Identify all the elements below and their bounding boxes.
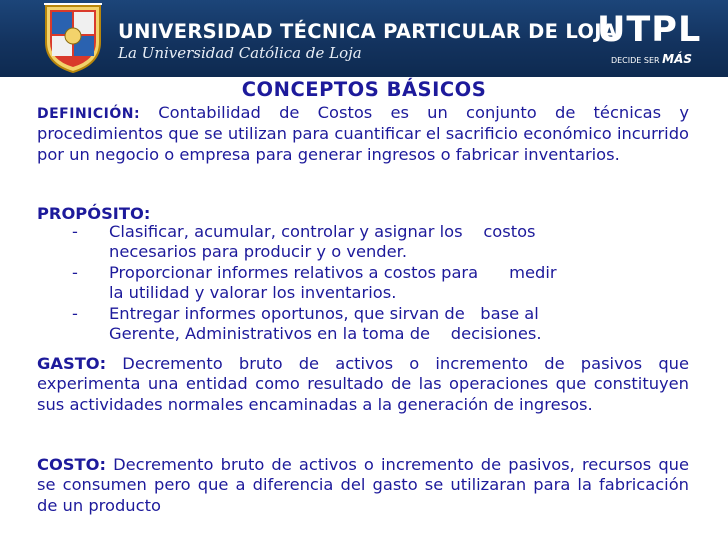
definicion-text: Contabilidad de Costos es un conjunto de técnicas y procedimientos que se utilizan para cuantificar el sacrificio económico incurrido por un negocio o empresa para generar ingresos o fabricar inventarios.	[37, 103, 689, 164]
list-item-line: Proporcionar informes relativos a costos para medir	[109, 262, 557, 282]
gasto-term: GASTO:	[37, 354, 107, 373]
utpl-logo-text: UTPL	[597, 10, 702, 50]
definicion-term: DEFINICIÓN:	[37, 106, 141, 122]
costo-text: Decremento bruto de activos o incremento de pasivos, recursos que se consumen pero que a diferencia del gasto se utilizaran para la fabricación de un producto	[37, 455, 689, 515]
costo-term: COSTO:	[37, 455, 106, 474]
list-item-line: Clasificar, acumular, controlar y asignar los costos	[109, 222, 536, 241]
slide-title: CONCEPTOS BÁSICOS	[241, 78, 487, 101]
header-banner	[0, 0, 728, 77]
list-dash: -	[72, 303, 78, 323]
list-item	[37, 263, 697, 304]
list-item-line: necesarios para producir y o vender.	[109, 242, 408, 262]
list-item-line: la utilidad y valorar los inventarios.	[109, 283, 397, 303]
list-item-line: Gerente, Administrativos en la toma de decisiones.	[109, 324, 542, 344]
costo-paragraph	[37, 455, 689, 516]
utpl-tagline	[594, 52, 692, 66]
university-crest-icon	[40, 2, 106, 74]
university-subtitle: La Universidad Católica de Loja	[118, 44, 362, 62]
proposito-list	[37, 222, 697, 344]
list-item	[37, 304, 697, 345]
tagline-big: MÁS	[662, 52, 692, 66]
gasto-paragraph	[37, 354, 689, 415]
definicion-paragraph	[37, 103, 689, 165]
list-dash: -	[72, 262, 78, 282]
gasto-text: Decremento bruto de activos o incremento de pasivos que experimenta una entidad como resultado de las operaciones que constituyen sus actividades normales encaminadas a la generación de ingresos.	[37, 354, 689, 414]
proposito-heading: PROPÓSITO:	[37, 204, 151, 223]
list-item-line: Entregar informes oportunos, que sirvan de base al	[109, 303, 539, 323]
university-name: UNIVERSIDAD TÉCNICA PARTICULAR DE LOJA	[118, 20, 618, 43]
tagline-small: DECIDE SER	[610, 56, 660, 65]
list-dash: -	[72, 222, 78, 241]
list-item	[37, 222, 697, 263]
